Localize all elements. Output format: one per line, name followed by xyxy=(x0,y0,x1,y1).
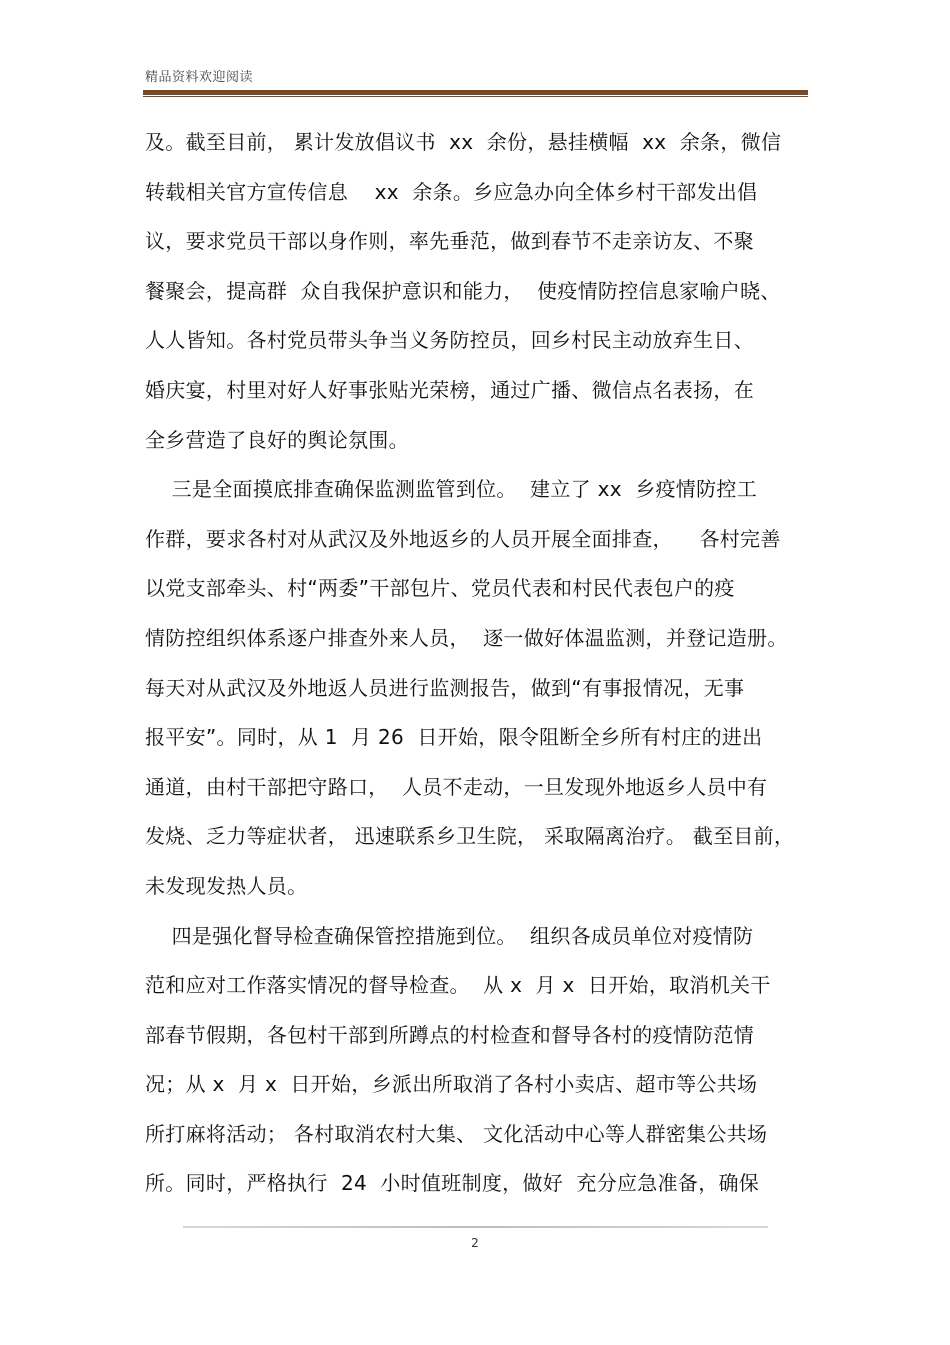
body-line: 餐聚会，提高群 众自我保护意识和能力， 使疫情防控信息家喻户晓、 xyxy=(145,278,781,303)
body-line: 每天对从武汉及外地返人员进行监测报告，做到“有事报情况，无事 xyxy=(145,675,745,700)
body-line: 部春节假期，各包村干部到所蹲点的村检查和督导各村的疫情防范情 xyxy=(145,1022,754,1047)
body-line: 所。同时，严格执行 24 小时值班制度，做好 充分应急准备，确保 xyxy=(145,1171,760,1196)
body-line: 所打麻将活动； 各村取消农村大集、 文化活动中心等人群密集公共场 xyxy=(145,1121,768,1146)
body-line: 及。截至目前， 累计发放倡议书 xx 余份，悬挂横幅 xx 余条，微信 xyxy=(145,130,782,154)
body-line: 报平安”。同时，从 1 月 26 日开始，限令阻断全乡所有村庄的进出 xyxy=(145,725,763,750)
body-line: 婚庆宴，村里对好人好事张贴光荣榜，通过广播、微信点名表扬，在 xyxy=(145,377,754,402)
body-line: 作群，要求各村对从武汉及外地返乡的人员开展全面排查， 各村完善 xyxy=(145,526,781,551)
body-line: 范和应对工作落实情况的督导检查。 从 x 月 x 日开始，取消机关干 xyxy=(145,973,771,998)
body-line: 以党支部牵头、村“两委”干部包片、党员代表和村民代表包户的疫 xyxy=(145,576,735,601)
header-divider xyxy=(143,90,808,98)
body-line: 况；从 x 月 x 日开始，乡派出所取消了各村小卖店、超市等公共场 xyxy=(145,1072,758,1097)
header-divider-thick xyxy=(143,90,808,95)
header-divider-thin xyxy=(143,96,808,97)
document-body xyxy=(145,118,810,1209)
paragraph-start-line: 四是强化督导检查确保管控措施到位。 组织各成员单位对疫情防 xyxy=(145,923,754,948)
page-number: 2 xyxy=(471,1236,479,1250)
footer-divider xyxy=(183,1226,768,1228)
body-line: 议，要求党员干部以身作则，率先垂范，做到春节不走亲访友、不聚 xyxy=(145,229,754,254)
body-line: 通道，由村干部把守路口， 人员不走动，一旦发现外地返乡人员中有 xyxy=(145,774,768,799)
body-line: 发烧、乏力等症状者， 迅速联系乡卫生院， 采取隔离治疗。 截至目前， xyxy=(145,824,795,849)
body-line: 转载相关官方宣传信息 xx 余条。乡应急办向全体乡村干部发出倡 xyxy=(145,179,758,204)
body-line: 人人皆知。各村党员带头争当义务防控员，回乡村民主动放弃生日、 xyxy=(145,328,754,353)
body-line: 未发现发热人员。 xyxy=(145,873,308,898)
body-line: 情防控组织体系逐户排查外来人员， 逐一做好体温监测，并登记造册。 xyxy=(145,625,788,650)
page-header-title: 精品资料欢迎阅读 xyxy=(145,70,254,85)
paragraph-start-line: 三是全面摸底排查确保监测监管到位。 建立了 xx 乡疫情防控工 xyxy=(145,477,757,502)
body-line: 全乡营造了良好的舆论氛围。 xyxy=(145,427,409,452)
